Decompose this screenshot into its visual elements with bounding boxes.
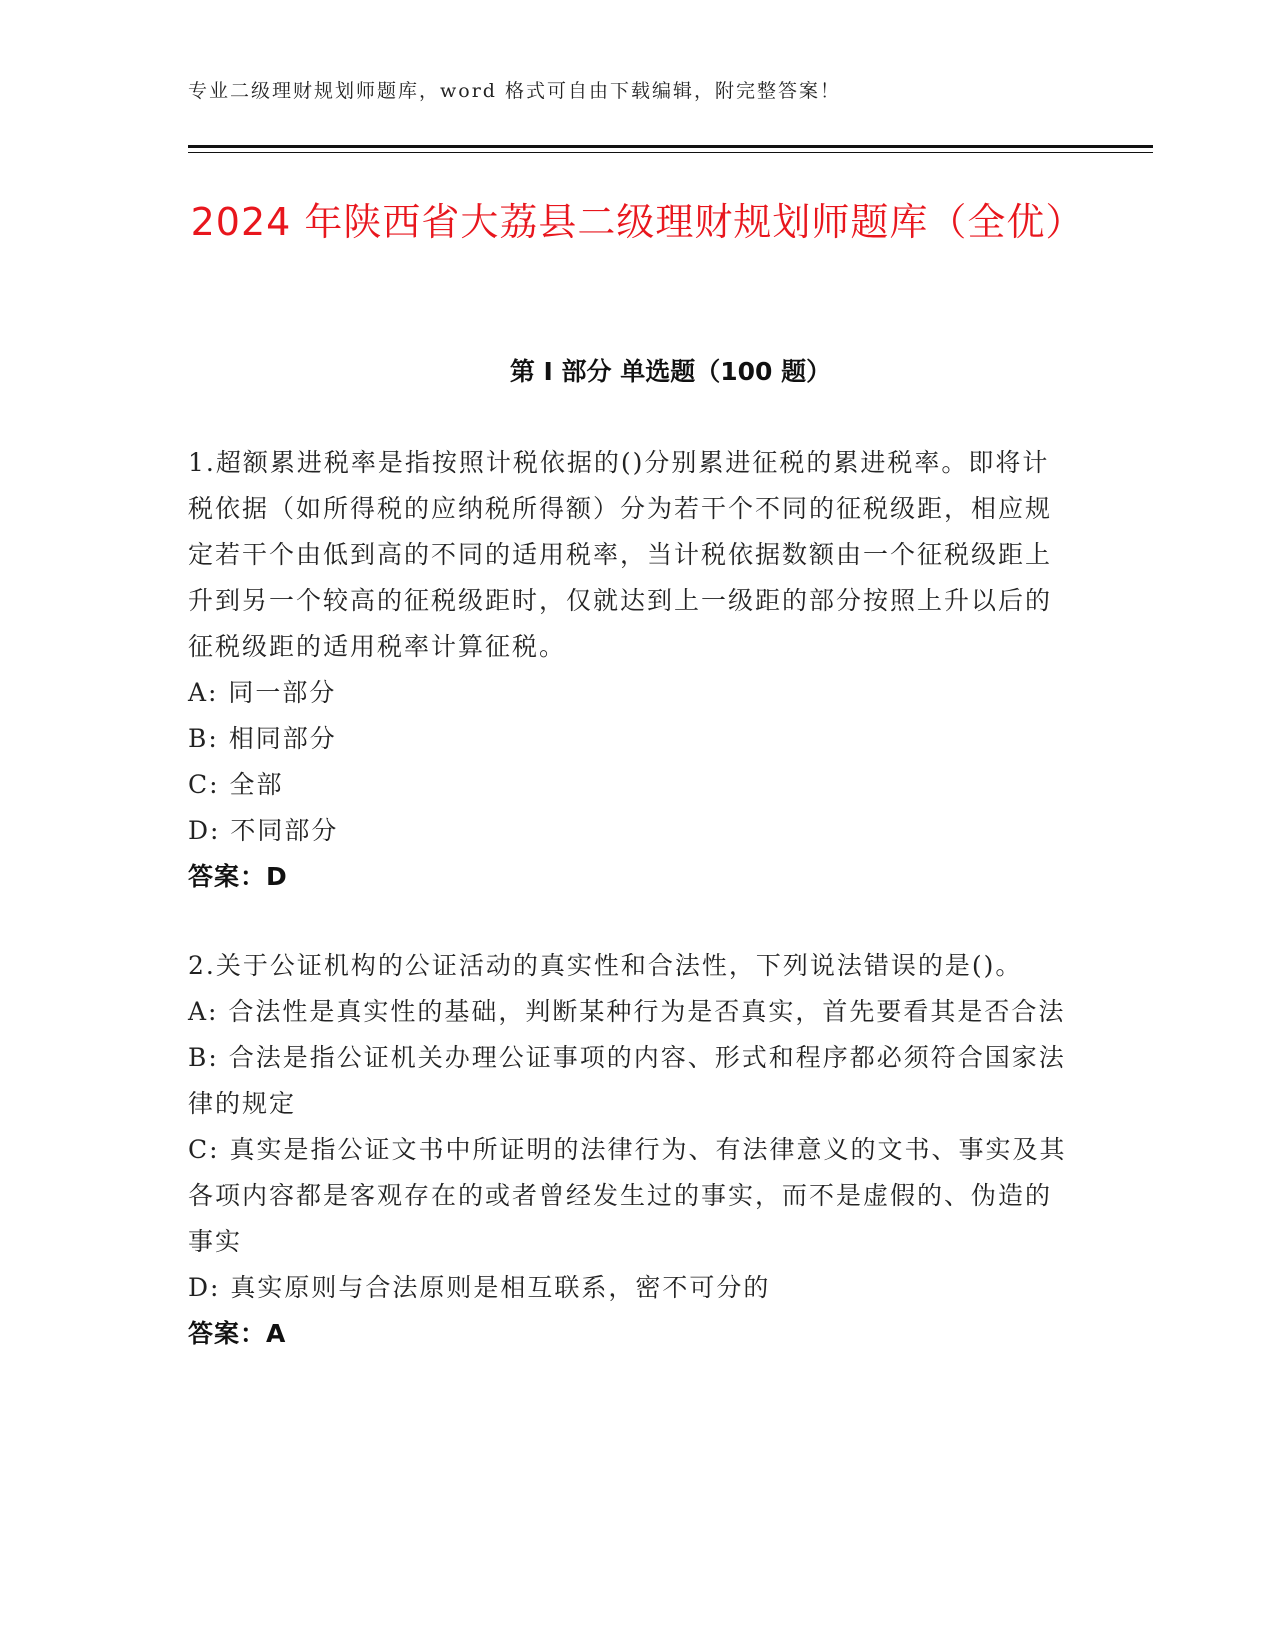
question-block xyxy=(188,943,1068,1357)
answer: 答案：A xyxy=(188,1319,287,1348)
option-a: A: 合法性是真实性的基础，判断某种行为是否真实，首先要看其是否合法 xyxy=(188,997,1066,1026)
document-title: 2024 年陕西省大荔县二级理财规划师题库（全优） xyxy=(190,200,1085,244)
header-note: 专业二级理财规划师题库，word 格式可自由下载编辑，附完整答案！ xyxy=(188,80,841,102)
answer: 答案：D xyxy=(188,862,288,891)
option-a: A: 同一部分 xyxy=(188,678,337,707)
option-c: C: 全部 xyxy=(188,770,284,799)
option-b: B: 相同部分 xyxy=(188,724,337,753)
header-rule-thick xyxy=(188,145,1153,148)
option-c: C: 真实是指公证文书中所证明的法律行为、有法律意义的文书、事实及其各项内容都是客观存在的或者曾经发生过的事实，而不是虚假的、伪造的事实 xyxy=(188,1135,1067,1256)
question-block xyxy=(188,440,1068,900)
option-d: D: 真实原则与合法原则是相互联系，密不可分的 xyxy=(188,1273,771,1302)
header-rule-thin xyxy=(188,152,1153,153)
question-stem: 1.超额累进税率是指按照计税依据的()分别累进征税的累进税率。即将计税依据（如所得税的应纳税所得额）分为若干个不同的征税级距，相应规定若干个由低到高的不同的适用税率，当计税依据数额由一个征税级距上升到另一个较高的征税级距时，仅就达到上一级距的部分按照上升以后的征税级距的适用税率计算征税。 xyxy=(188,448,1053,661)
section-title: 第 I 部分 单选题（100 题） xyxy=(509,357,832,386)
option-d: D: 不同部分 xyxy=(188,816,339,845)
question-stem: 2.关于公证机构的公证活动的真实性和合法性，下列说法错误的是()。 xyxy=(188,951,1023,980)
option-b: B: 合法是指公证机关办理公证事项的内容、形式和程序都必须符合国家法律的规定 xyxy=(188,1043,1066,1118)
